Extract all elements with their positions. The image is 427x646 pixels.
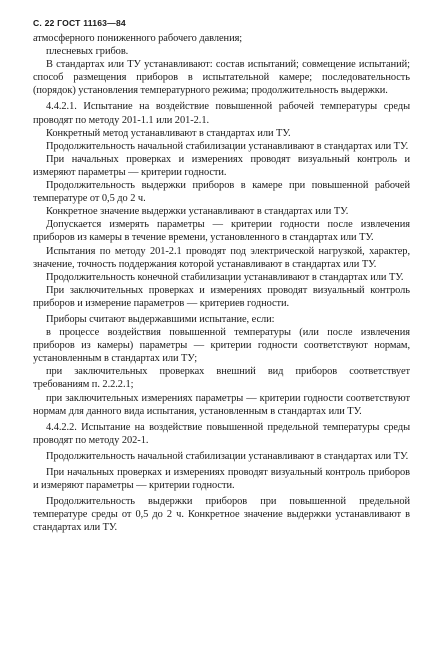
- paragraph: 4.4.2.2. Испытание на воздействие повышенной предельной температуры среды проводят по методу 202-1.: [33, 421, 410, 446]
- paragraph: При начальных проверках и измерениях проводят визуальный контроль и измеряют параметры — критерии годности.: [33, 153, 410, 178]
- paragraph: Продолжительность начальной стабилизации устанавливают в стандартах или ТУ.: [46, 450, 409, 462]
- paragraph: Допускается измерять параметры — критерии годности после извлечения приборов из камеры в течение времени, установленного в стандартах или ТУ.: [33, 219, 410, 244]
- paragraph: Продолжительность выдержки приборов в камере при повышенной рабочей температуре от 0,5 до 2 ч.: [33, 180, 410, 205]
- paragraph: Продолжительность выдержки приборов при повышенной предельной температуре среды от 0,5 до 2 ч. Конкретное значение выдержки устанавливают в стандартах или ТУ.: [33, 496, 410, 534]
- paragraph: Приборы считают выдержавшими испытание, если:: [46, 313, 275, 325]
- body-text: [33, 32, 410, 534]
- page-header: С. 22 ГОСТ 11163—84: [33, 18, 126, 28]
- paragraph: При начальных проверках и измерениях проводят визуальный контроль приборов и измеряют параметры — критерии годности.: [33, 467, 410, 492]
- paragraph: Конкретный метод устанавливают в стандартах или ТУ.: [46, 127, 291, 139]
- paragraph: в процессе воздействия повышенной температуры (или после извлечения приборов из камеры) параметры — критерии годности соответствуют нормам, установленным в стандартах или ТУ;: [33, 327, 410, 365]
- paragraph: при заключительных измерениях параметры — критерии годности соответствуют нормам для данного вида испытания, установленным в стандартах или ТУ.: [33, 392, 410, 417]
- paragraph: Продолжительность начальной стабилизации устанавливают в стандартах или ТУ.: [46, 140, 409, 152]
- paragraph: При заключительных проверках и измерениях проводят визуальный контроль приборов и измерение параметров — критериев годности.: [33, 284, 410, 309]
- paragraph: В стандартах или ТУ устанавливают: состав испытаний; совмещение испытаний; способ размещения приборов в испытательной камере; последовательность (порядок) установления температурного режима; продолжительность выдержки.: [33, 59, 410, 97]
- paragraph: при заключительных проверках внешний вид приборов соответствует требованиям п. 2.2.2.1;: [33, 366, 410, 391]
- paragraph: Продолжительность конечной стабилизации устанавливают в стандартах или ТУ.: [46, 271, 404, 283]
- paragraph: Конкретное значение выдержки устанавливают в стандартах или ТУ.: [46, 206, 349, 218]
- paragraph: 4.4.2.1. Испытание на воздействие повышенной рабочей температуры среды проводят по методу 201-1.1 или 201-2.1.: [33, 101, 410, 126]
- paragraph: плесневых грибов.: [46, 46, 129, 58]
- paragraph: атмосферного пониженного рабочего давления;: [33, 33, 243, 44]
- paragraph: Испытания по методу 201-2.1 проводят под электрической нагрузкой, характер, значение, точность поддержания которой устанавливают в стандартах или ТУ.: [33, 245, 410, 270]
